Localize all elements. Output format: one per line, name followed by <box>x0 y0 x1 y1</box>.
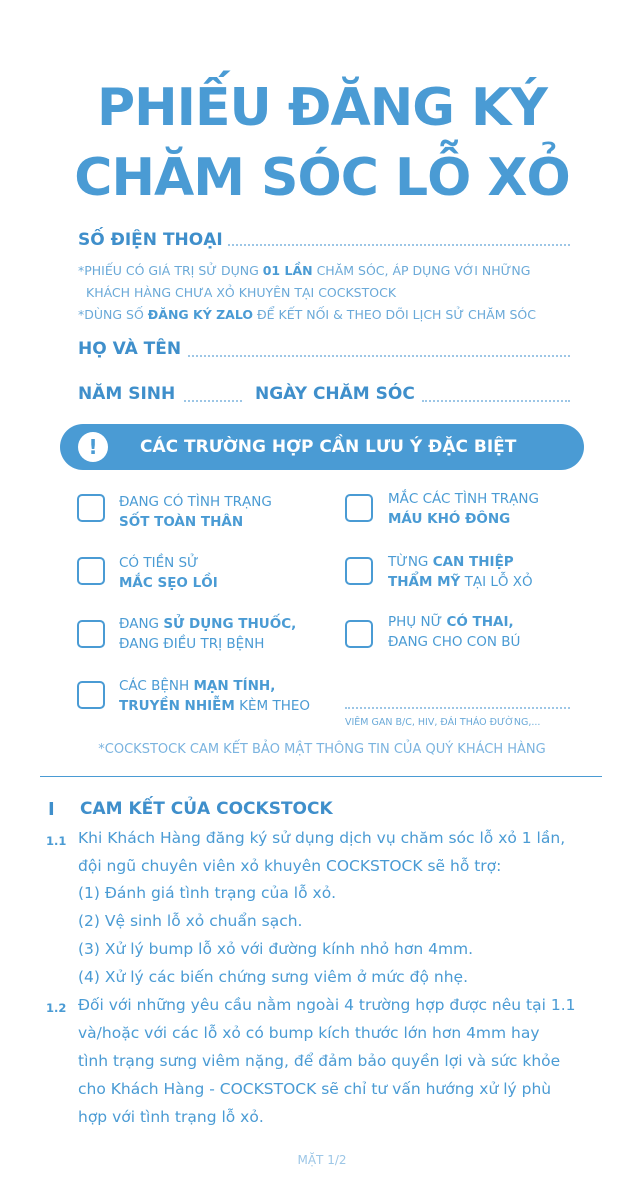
option-blood-clotting: MẮC CÁC TÌNH TRẠNG MÁU KHÓ ĐÔNG <box>388 491 539 527</box>
phone-field[interactable] <box>228 244 570 246</box>
option-pregnancy: PHỤ NỮ CÓ THAI, ĐANG CHO CON BÚ <box>388 614 521 650</box>
care-date-label: NGÀY CHĂM SÓC <box>255 384 415 404</box>
chronic-disease-example: VIÊM GAN B/C, HIV, ĐÁI THÁO ĐƯỜNG,... <box>345 717 541 728</box>
option-medication: ĐANG SỬ DỤNG THUỐC, ĐANG ĐIỀU TRỊ BỆNH <box>119 616 297 652</box>
paragraph-line: hợp với tình trạng lỗ xỏ. <box>78 1108 264 1126</box>
paragraph-line: cho Khách Hàng - COCKSTOCK sẽ chỉ tư vấn hướng xử lý phù <box>78 1080 552 1098</box>
paragraph-line: Khi Khách Hàng đăng ký sử dụng dịch vụ chăm sóc lỗ xỏ 1 lần, <box>78 829 566 847</box>
paragraph-line: (4) Xử lý các biến chứng sưng viêm ở mức độ nhẹ. <box>78 968 468 986</box>
paragraph-line: và/hoặc với các lỗ xỏ có bump kích thước lớn hơn 4mm hay <box>78 1024 540 1042</box>
paragraph-line: (1) Đánh giá tình trạng của lỗ xỏ. <box>78 884 337 902</box>
option-chronic: CÁC BỆNH MẠN TÍNH, TRUYỀN NHIỄM KÈM THEO <box>119 678 311 714</box>
checkbox-chronic[interactable] <box>77 681 105 709</box>
form-title-line2: CHĂM SÓC LỖ XỎ <box>74 148 570 208</box>
section-divider <box>40 776 602 777</box>
special-cases-title: CÁC TRƯỜNG HỢP CẦN LƯU Ý ĐẶC BIỆT <box>140 437 517 457</box>
paragraph-line: (3) Xử lý bump lỗ xỏ với đường kính nhỏ hơn 4mm. <box>78 940 474 958</box>
section-title: CAM KẾT CỦA COCKSTOCK <box>80 799 333 819</box>
chronic-disease-field[interactable] <box>345 707 570 709</box>
checkbox-pregnancy[interactable] <box>345 620 373 648</box>
section-number: I <box>48 799 55 820</box>
paragraph-line: đội ngũ chuyên viên xỏ khuyên COCKSTOCK sẽ hỗ trợ: <box>78 857 502 875</box>
phone-label: SỐ ĐIỆN THOẠI <box>78 230 223 250</box>
form-title-line1: PHIẾU ĐĂNG KÝ <box>97 78 547 138</box>
checkbox-keloid[interactable] <box>77 557 105 585</box>
paragraph-line: (2) Vệ sinh lỗ xỏ chuẩn sạch. <box>78 912 303 930</box>
page-indicator: MẶT 1/2 <box>297 1153 347 1167</box>
option-cosmetic: TỪNG CAN THIỆP THẨM MỸ TẠI LỖ XỎ <box>388 554 533 590</box>
special-cases-header <box>60 424 584 470</box>
note-line-1: *PHIẾU CÓ GIÁ TRỊ SỬ DỤNG 01 LẦN CHĂM SÓC, ÁP DỤNG VỚI NHỮNG <box>78 263 531 278</box>
privacy-commitment-note: *COCKSTOCK CAM KẾT BẢO MẬT THÔNG TIN CỦA QUÝ KHÁCH HÀNG <box>98 742 546 757</box>
paragraph-number-1-1: 1.1 <box>46 834 67 848</box>
paragraph-line: tình trạng sưng viêm nặng, để đảm bảo quyền lợi và sức khỏe <box>78 1052 561 1070</box>
option-fever: ĐANG CÓ TÌNH TRẠNG SỐT TOÀN THÂN <box>119 494 272 530</box>
option-keloid: CÓ TIỀN SỬ MẮC SẸO LỒI <box>119 555 218 591</box>
checkbox-blood-clotting[interactable] <box>345 494 373 522</box>
paragraph-number-1-2: 1.2 <box>46 1001 67 1015</box>
checkbox-medication[interactable] <box>77 620 105 648</box>
checkbox-cosmetic[interactable] <box>345 557 373 585</box>
exclamation-icon: ! <box>78 432 108 462</box>
name-label: HỌ VÀ TÊN <box>78 339 182 359</box>
birth-year-label: NĂM SINH <box>78 384 176 404</box>
birth-year-field[interactable] <box>184 400 242 402</box>
name-field[interactable] <box>188 355 570 357</box>
care-date-field[interactable] <box>422 400 570 402</box>
note-line-2: KHÁCH HÀNG CHƯA XỎ KHUYÊN TẠI COCKSTOCK <box>86 285 397 300</box>
checkbox-fever[interactable] <box>77 494 105 522</box>
paragraph-line: Đối với những yêu cầu nằm ngoài 4 trường hợp được nêu tại 1.1 <box>78 996 576 1014</box>
note-line-3: *DÙNG SỐ ĐĂNG KÝ ZALO ĐỂ KẾT NỐI & THEO DÕI LỊCH SỬ CHĂM SÓC <box>78 307 536 322</box>
